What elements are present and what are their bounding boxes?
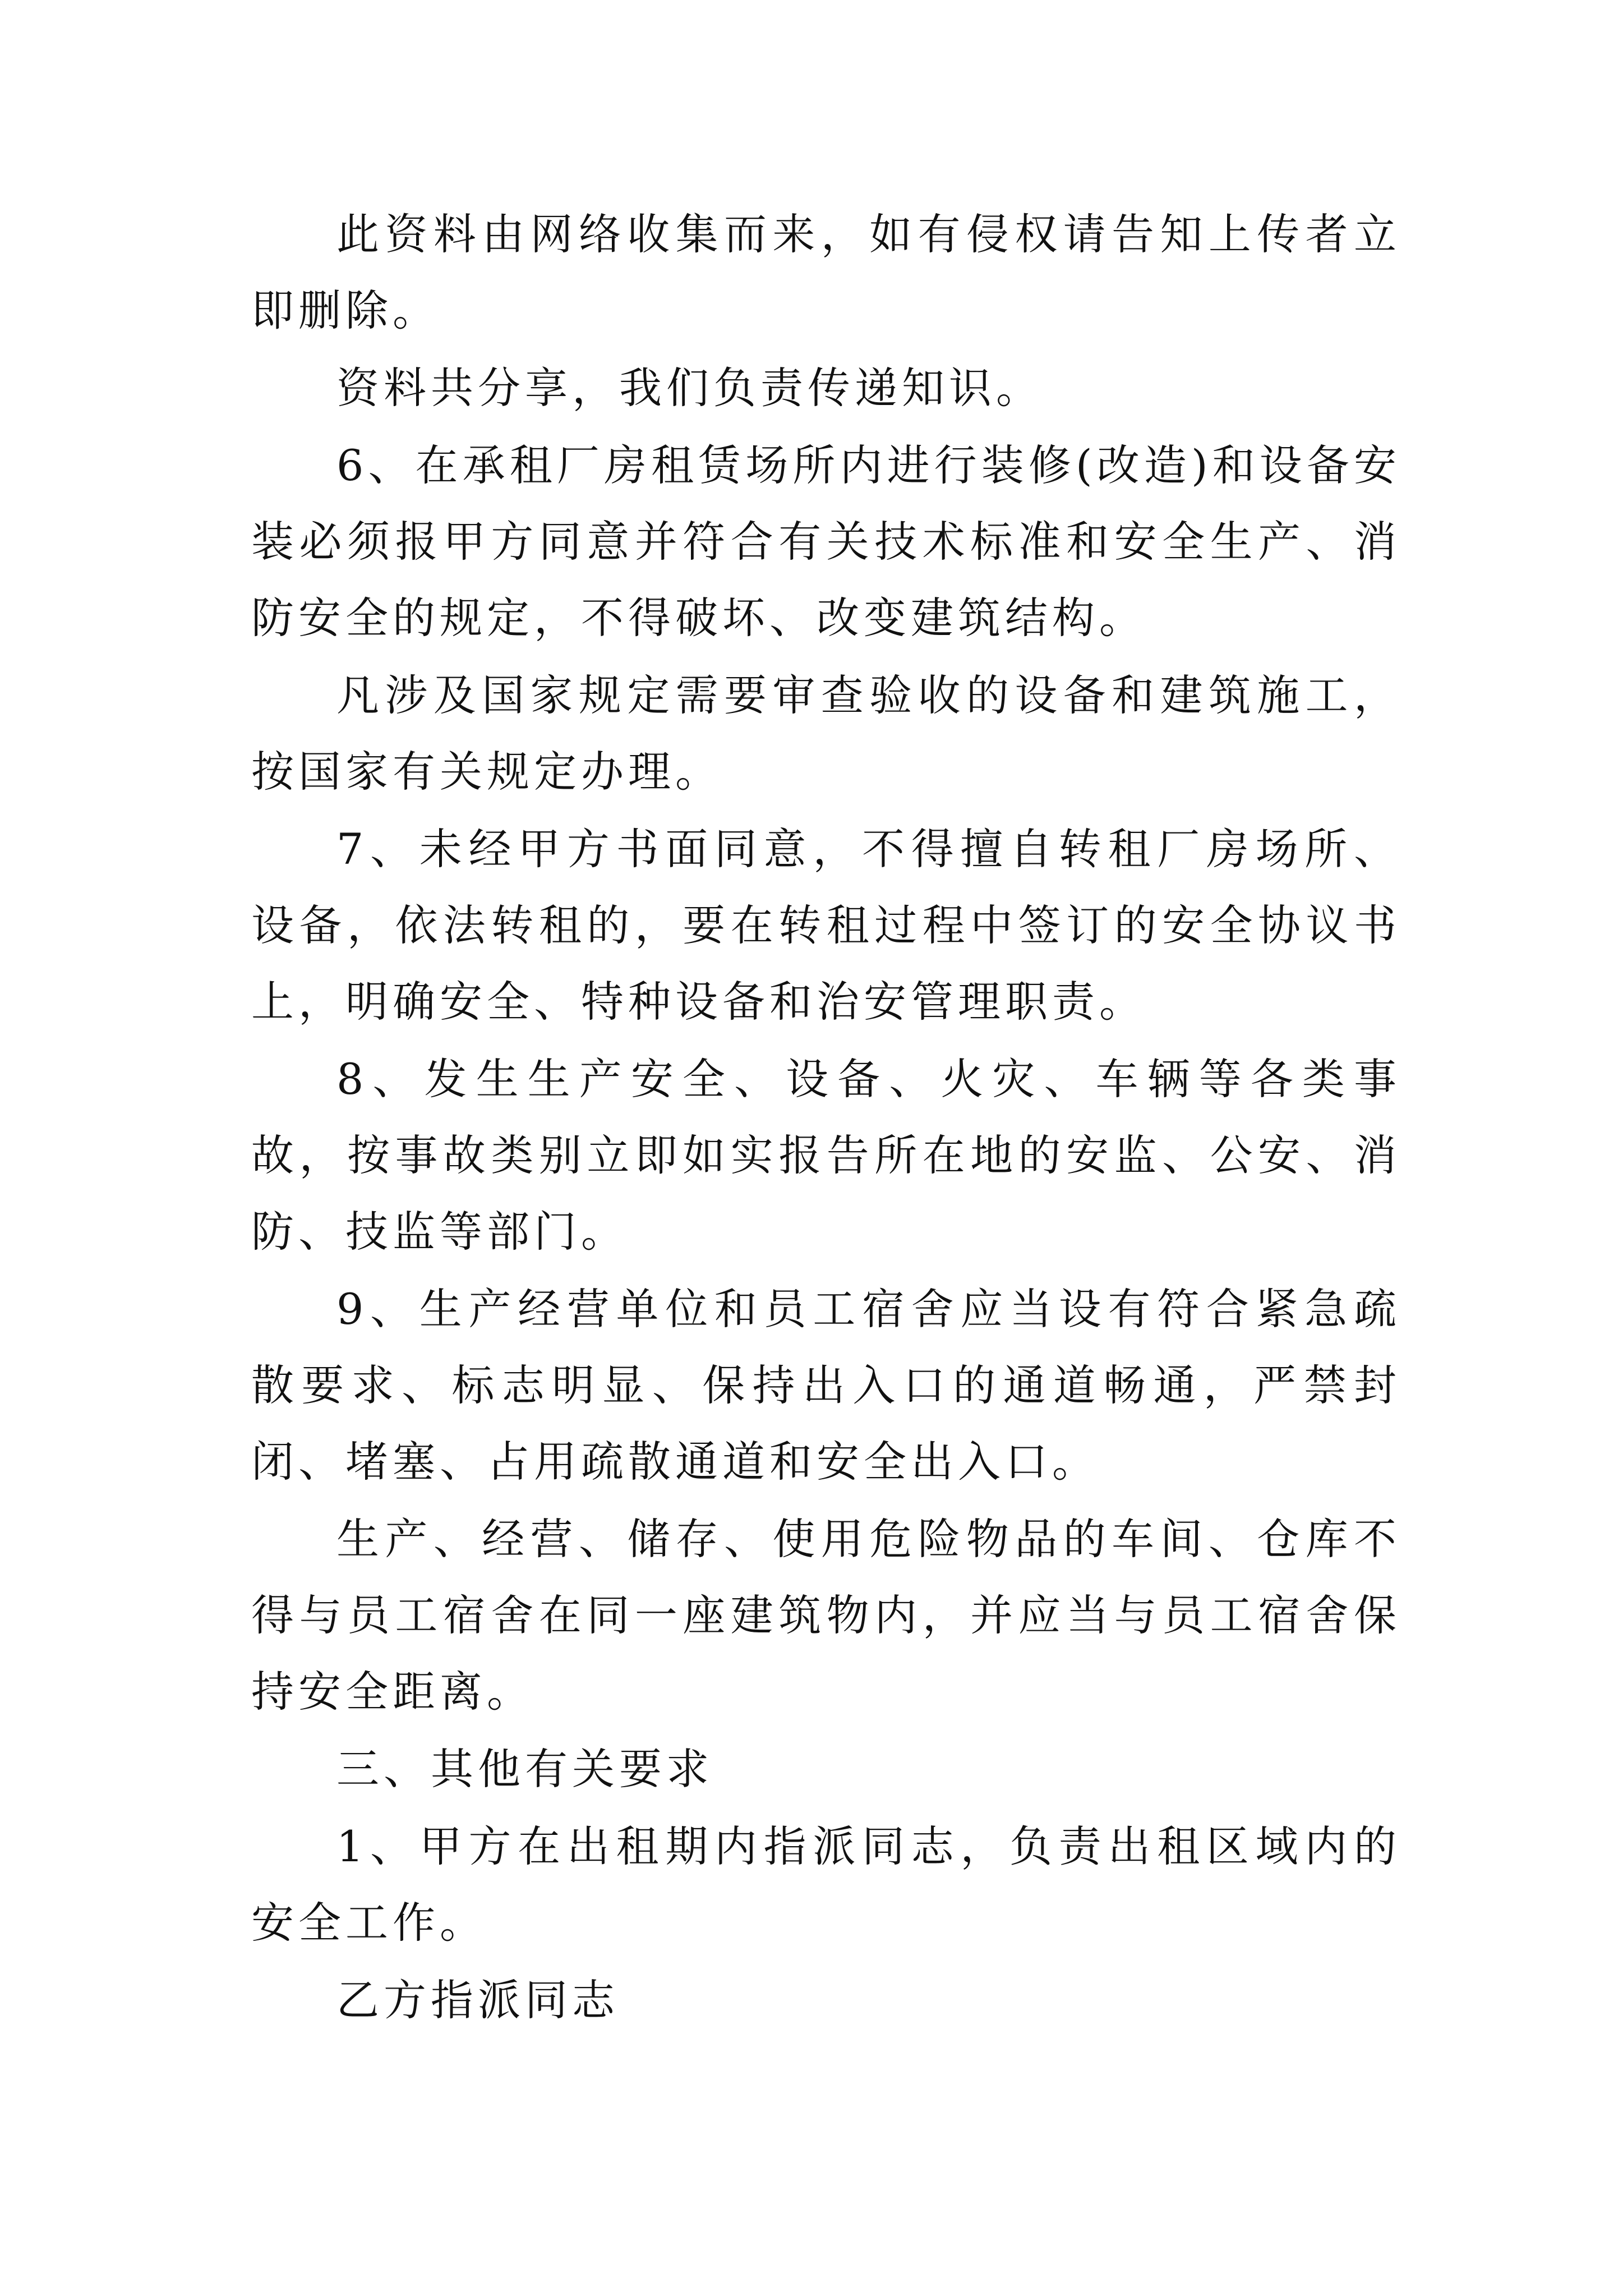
requirement-1-paragraph: 1、甲方在出租期内指派同志，负责出租区域内的安全工作。	[251, 1821, 1401, 1948]
document-body	[251, 196, 1401, 2039]
clause-9-paragraph: 9、生产经营单位和员工宿舍应当设有符合紧急疏散要求、标志明显、保持出入口的通道畅通，严禁封闭、堵塞、占用疏散通道和安全出入口。	[251, 1284, 1401, 1487]
clause-7-paragraph: 7、未经甲方书面同意，不得擅自转租厂房场所、设备，依法转租的，要在转租过程中签订的安全协议书上，明确安全、特种设备和治安管理职责。	[251, 824, 1401, 1027]
party-b-assignee-paragraph: 乙方指派同志	[336, 1975, 619, 2025]
clause-6-paragraph: 6、在承租厂房租赁场所内进行装修(改造)和设备安装必须报甲方同意并符合有关技术标准和安全生产、消防安全的规定，不得破坏、改变建筑结构。	[251, 440, 1401, 643]
section-heading-other-requirements: 三、其他有关要求	[336, 1744, 713, 1794]
clause-6-supplement-paragraph: 凡涉及国家规定需要审查验收的设备和建筑施工，按国家有关规定办理。	[251, 670, 1401, 797]
sharing-paragraph: 资料共分享，我们负责传递知识。	[336, 363, 1043, 413]
clause-8-paragraph: 8、发生生产安全、设备、火灾、车辆等各类事故，按事故类别立即如实报告所在地的安监、公安、消防、技监等部门。	[251, 1054, 1401, 1257]
notice-paragraph: 此资料由网络收集而来，如有侵权请告知上传者立即删除。	[251, 209, 1401, 335]
clause-9-supplement-paragraph: 生产、经营、储存、使用危险物品的车间、仓库不得与员工宿舍在同一座建筑物内，并应当与员工宿舍保持安全距离。	[251, 1514, 1401, 1717]
